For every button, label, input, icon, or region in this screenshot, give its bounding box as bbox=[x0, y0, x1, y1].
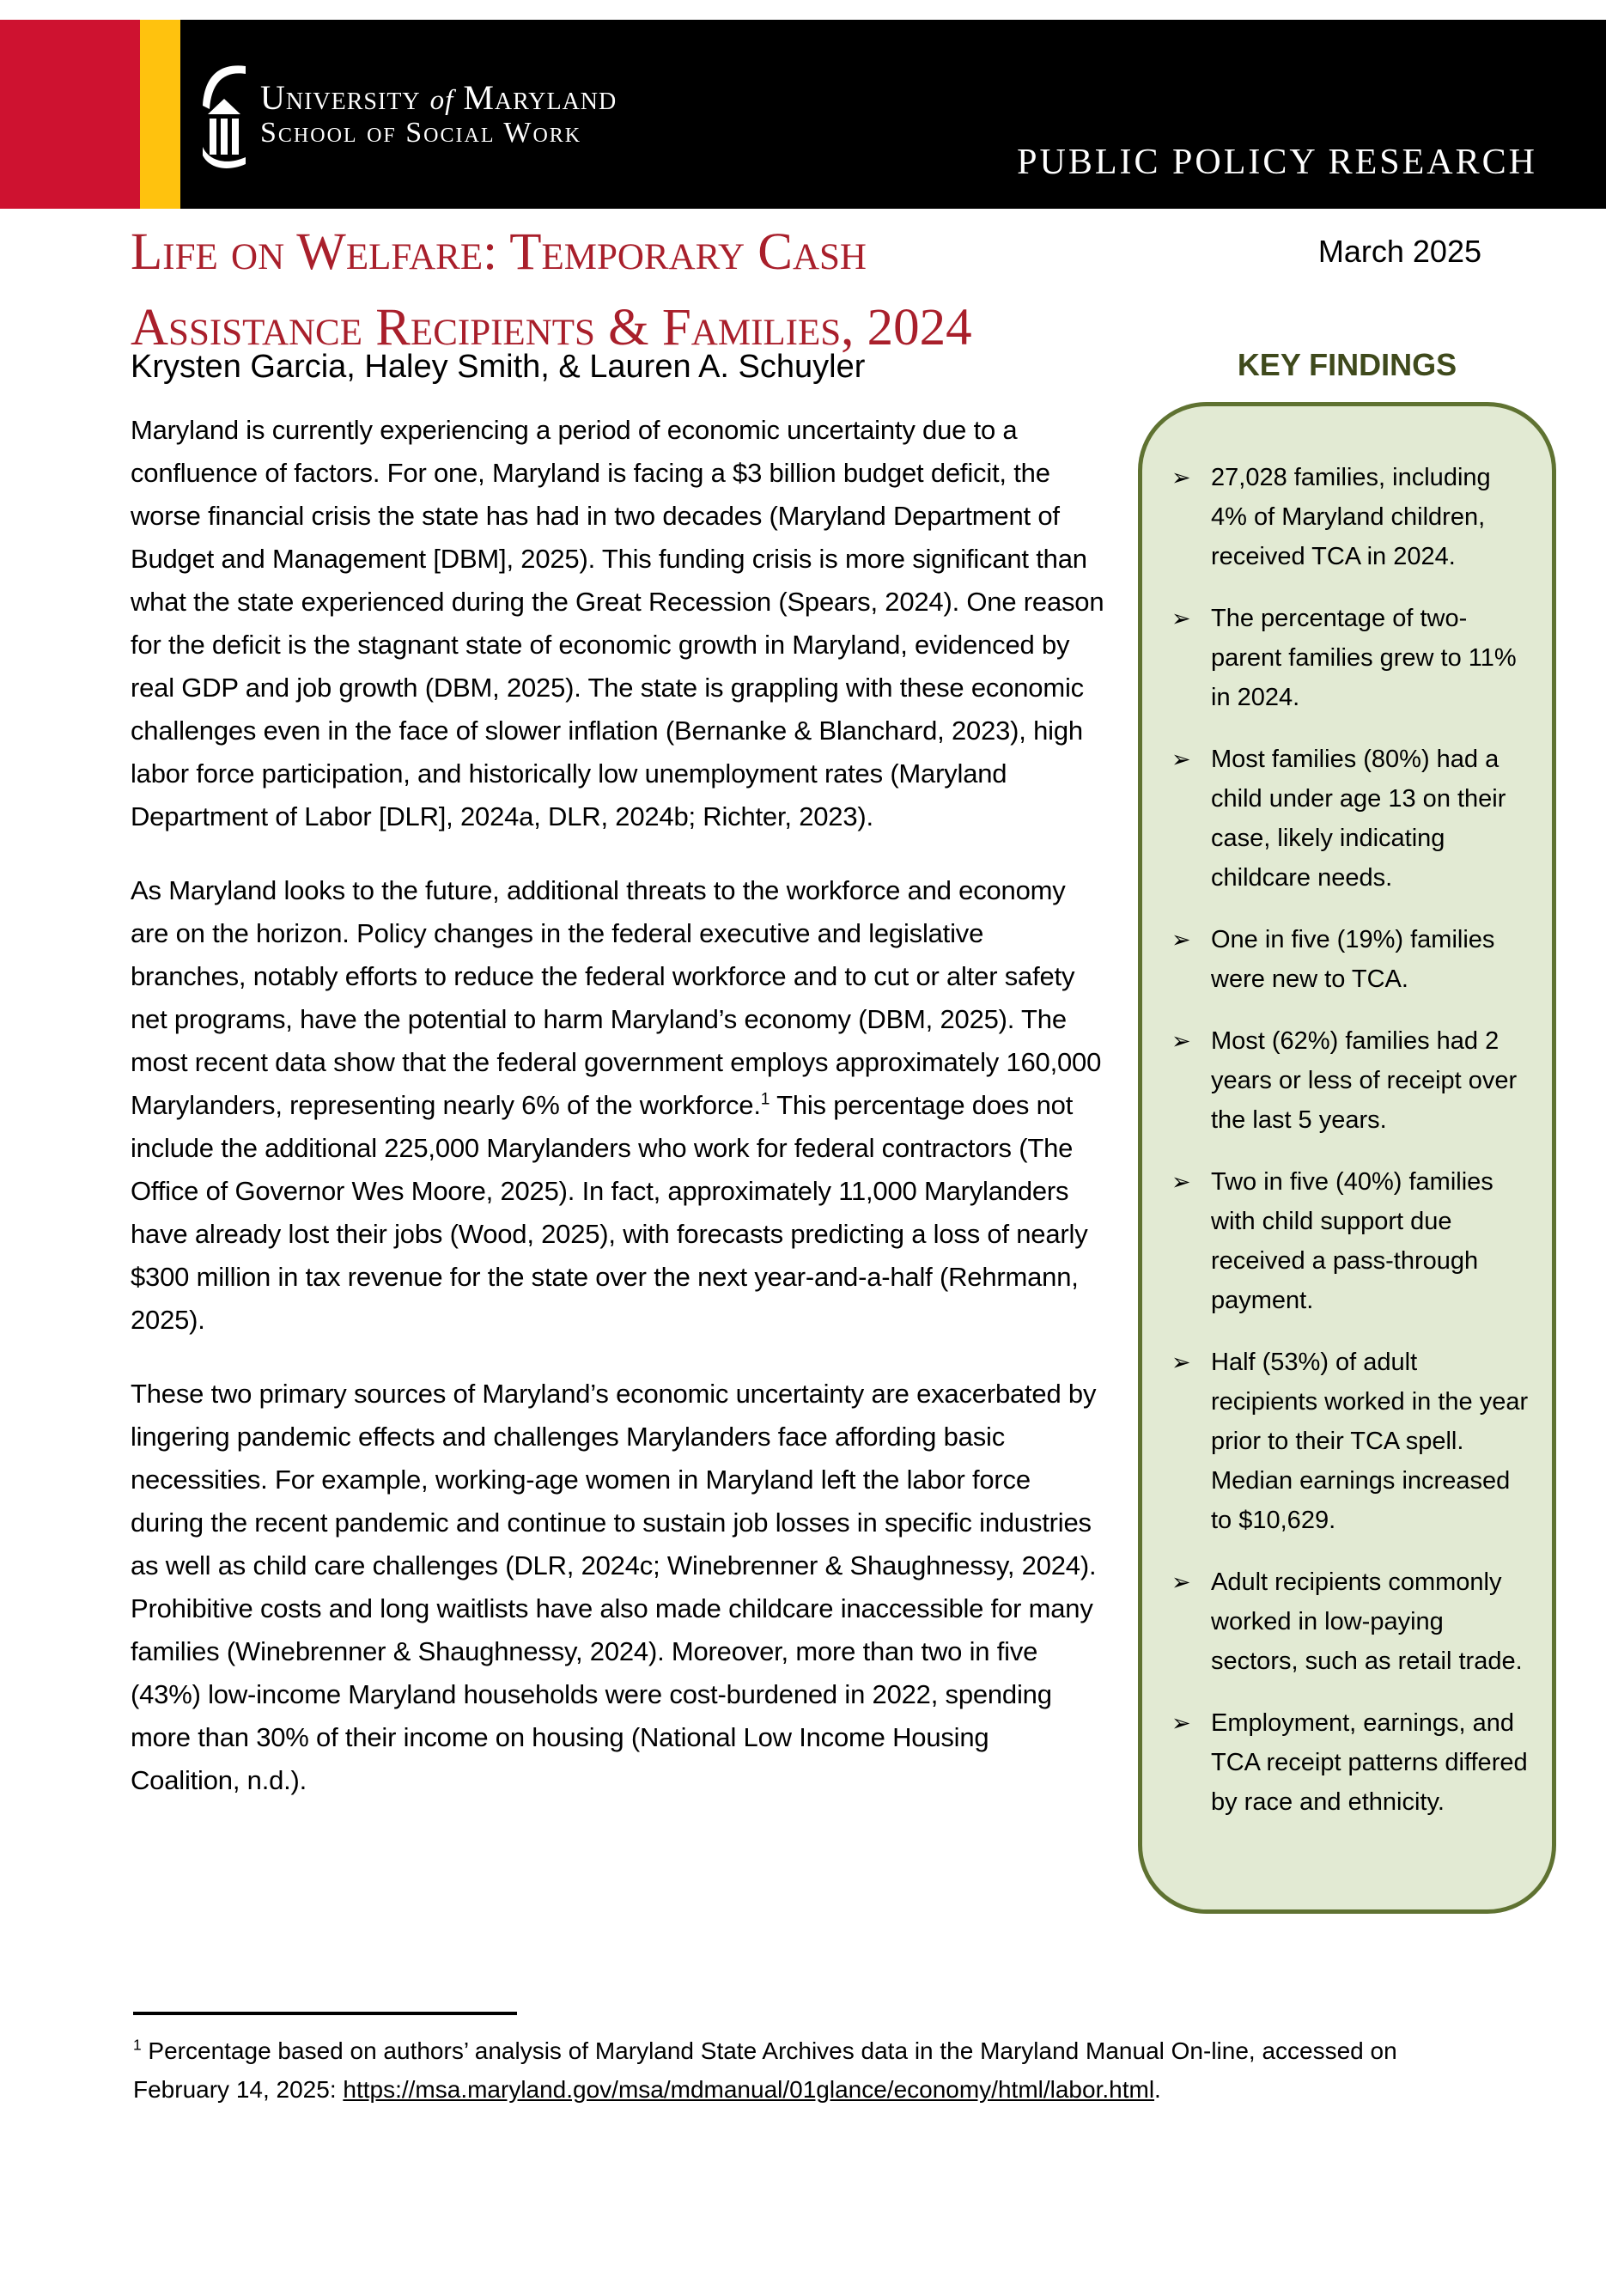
arrow-bullet-icon: ➢ bbox=[1171, 1569, 1191, 1595]
arrow-bullet-icon: ➢ bbox=[1171, 465, 1191, 490]
school-name: School of Social Work bbox=[260, 116, 582, 149]
arrow-bullet-icon: ➢ bbox=[1171, 746, 1191, 772]
page-title bbox=[131, 215, 1127, 366]
footnote-reference: 1 bbox=[760, 1090, 770, 1109]
key-findings-heading: KEY FINDINGS bbox=[1237, 347, 1457, 382]
key-finding-item: ➢ The percentage of two-parent families grew to 11% in 2024. bbox=[1171, 599, 1530, 717]
paragraph-2: As Maryland looks to the future, additional threats to the workforce and economy are on the horizon. Policy changes in the federal executive and legislative branches, notably efforts to reduce the federal workforce and to cut or alter safety net programs, have the potential to harm Maryland’s economy (DBM, 2025). The most recent data show that the federal government employs approximately 160,000 Marylanders, representing nearly 6% of the workforce.$^1$ This percentage does not include the additional 225,000 Marylanders who work for federal contractors (The Office of Governor Wes Moore, 2025). In fact, approximately 11,000 Marylanders have already lost their jobs (Wood, 2025), with forecasts predicting a loss of nearly $300 million in tax revenue for the state over the next year-and-a-half (Rehrmann, 2025). bbox=[131, 875, 1102, 1335]
arrow-bullet-icon: ➢ bbox=[1171, 1028, 1191, 1054]
footnote-marker: 1 bbox=[133, 2036, 142, 2054]
footnote: $^1$ Percentage based on authors’ analysis of Maryland State Archives data in the Maryland Manual On-line, accessed on February 14, 2025: https://msa.maryland.gov/msa/mdmanual/01glance/economy/html/labor.html. bbox=[133, 2036, 1397, 2103]
key-findings-list bbox=[1171, 458, 1530, 1822]
arrow-bullet-icon: ➢ bbox=[1171, 1710, 1191, 1736]
key-finding-item: ➢ Two in five (40%) families with child support due received a pass-through payment. bbox=[1171, 1162, 1530, 1320]
header-banner bbox=[0, 20, 1606, 209]
university-logo bbox=[202, 61, 617, 168]
arrow-bullet-icon: ➢ bbox=[1171, 927, 1191, 953]
banner-label: PUBLIC POLICY RESEARCH bbox=[1017, 143, 1537, 182]
key-finding-item: ➢ Most (62%) families had 2 years or less of receipt over the last 5 years. bbox=[1171, 1021, 1530, 1140]
footnote-separator-rule bbox=[133, 2012, 517, 2015]
header-black-bar bbox=[180, 20, 1606, 209]
authors-line: Krysten Garcia, Haley Smith, & Lauren A. Schuyler bbox=[131, 349, 866, 385]
paragraph-1: Maryland is currently experiencing a period of economic uncertainty due to a confluence of factors. For one, Maryland is facing a $3 billion budget deficit, the worse financial crisis the state has had in two decades (Maryland Department of Budget and Management [DBM], 2025). This funding crisis is more significant than what the state experienced during the Great Recession (Spears, 2024). One reason for the deficit is the stagnant state of economic growth in Maryland, evidenced by real GDP and job growth (DBM, 2025). The state is grappling with these economic challenges even in the face of slower inflation (Bernanke & Blanchard, 2023), high labor force participation, and historically low unemployment rates (Maryland Department of Labor [DLR], 2024a, DLR, 2024b; Richter, 2023). bbox=[131, 415, 1104, 831]
key-finding-item: ➢ Employment, earnings, and TCA receipt patterns differed by race and ethnicity. bbox=[1171, 1703, 1530, 1822]
arrow-bullet-icon: ➢ bbox=[1171, 1349, 1191, 1375]
university-name: University of Maryland bbox=[260, 77, 617, 117]
key-finding-item: ➢ One in five (19%) families were new to TCA. bbox=[1171, 920, 1530, 999]
title-line-2: Assistance Recipients & Families, 2024 bbox=[131, 299, 972, 356]
key-finding-item: ➢ Most families (80%) had a child under age 13 on their case, likely indicating childcare needs. bbox=[1171, 740, 1530, 898]
gold-accent-band bbox=[140, 20, 180, 209]
paragraph-3: These two primary sources of Maryland’s economic uncertainty are exacerbated by lingering pandemic effects and challenges Marylanders face affording basic necessities. For example, working-age women in Maryland left the labor force during the recent pandemic and continue to sustain job losses in specific industries as well as child care challenges (DLR, 2024c; Winebrenner & Shaughnessy, 2024). Prohibitive costs and long waitlists have also made childcare inaccessible for many families (Winebrenner & Shaughnessy, 2024). Moreover, more than two in five (43%) low-income Maryland households were cost-burdened in 2022, spending more than 30% of their income on housing (National Low Income Housing Coalition, n.d.). bbox=[131, 1379, 1097, 1795]
publication-date: March 2025 bbox=[1317, 234, 1481, 269]
arrow-bullet-icon: ➢ bbox=[1171, 606, 1191, 631]
key-finding-item: ➢ Half (53%) of adult recipients worked in the year prior to their TCA spell. Median earnings increased to $10,629. bbox=[1171, 1343, 1530, 1540]
key-finding-item: ➢ 27,028 families, including 4% of Maryland children, received TCA in 2024. bbox=[1171, 458, 1530, 576]
key-finding-item: ➢ Adult recipients commonly worked in low-paying sectors, such as retail trade. bbox=[1171, 1562, 1530, 1681]
arrow-bullet-icon: ➢ bbox=[1171, 1169, 1191, 1195]
university-wordmark bbox=[260, 77, 617, 149]
red-accent-band bbox=[0, 20, 140, 209]
footnote-link[interactable]: https://msa.maryland.gov/msa/mdmanual/01glance/economy/html/labor.html bbox=[343, 2076, 1155, 2103]
body-text-column bbox=[131, 409, 1105, 1802]
key-findings-box bbox=[1138, 402, 1556, 1914]
title-line-1: Life on Welfare: Temporary Cash bbox=[131, 223, 867, 281]
umb-columns-icon bbox=[202, 61, 246, 168]
